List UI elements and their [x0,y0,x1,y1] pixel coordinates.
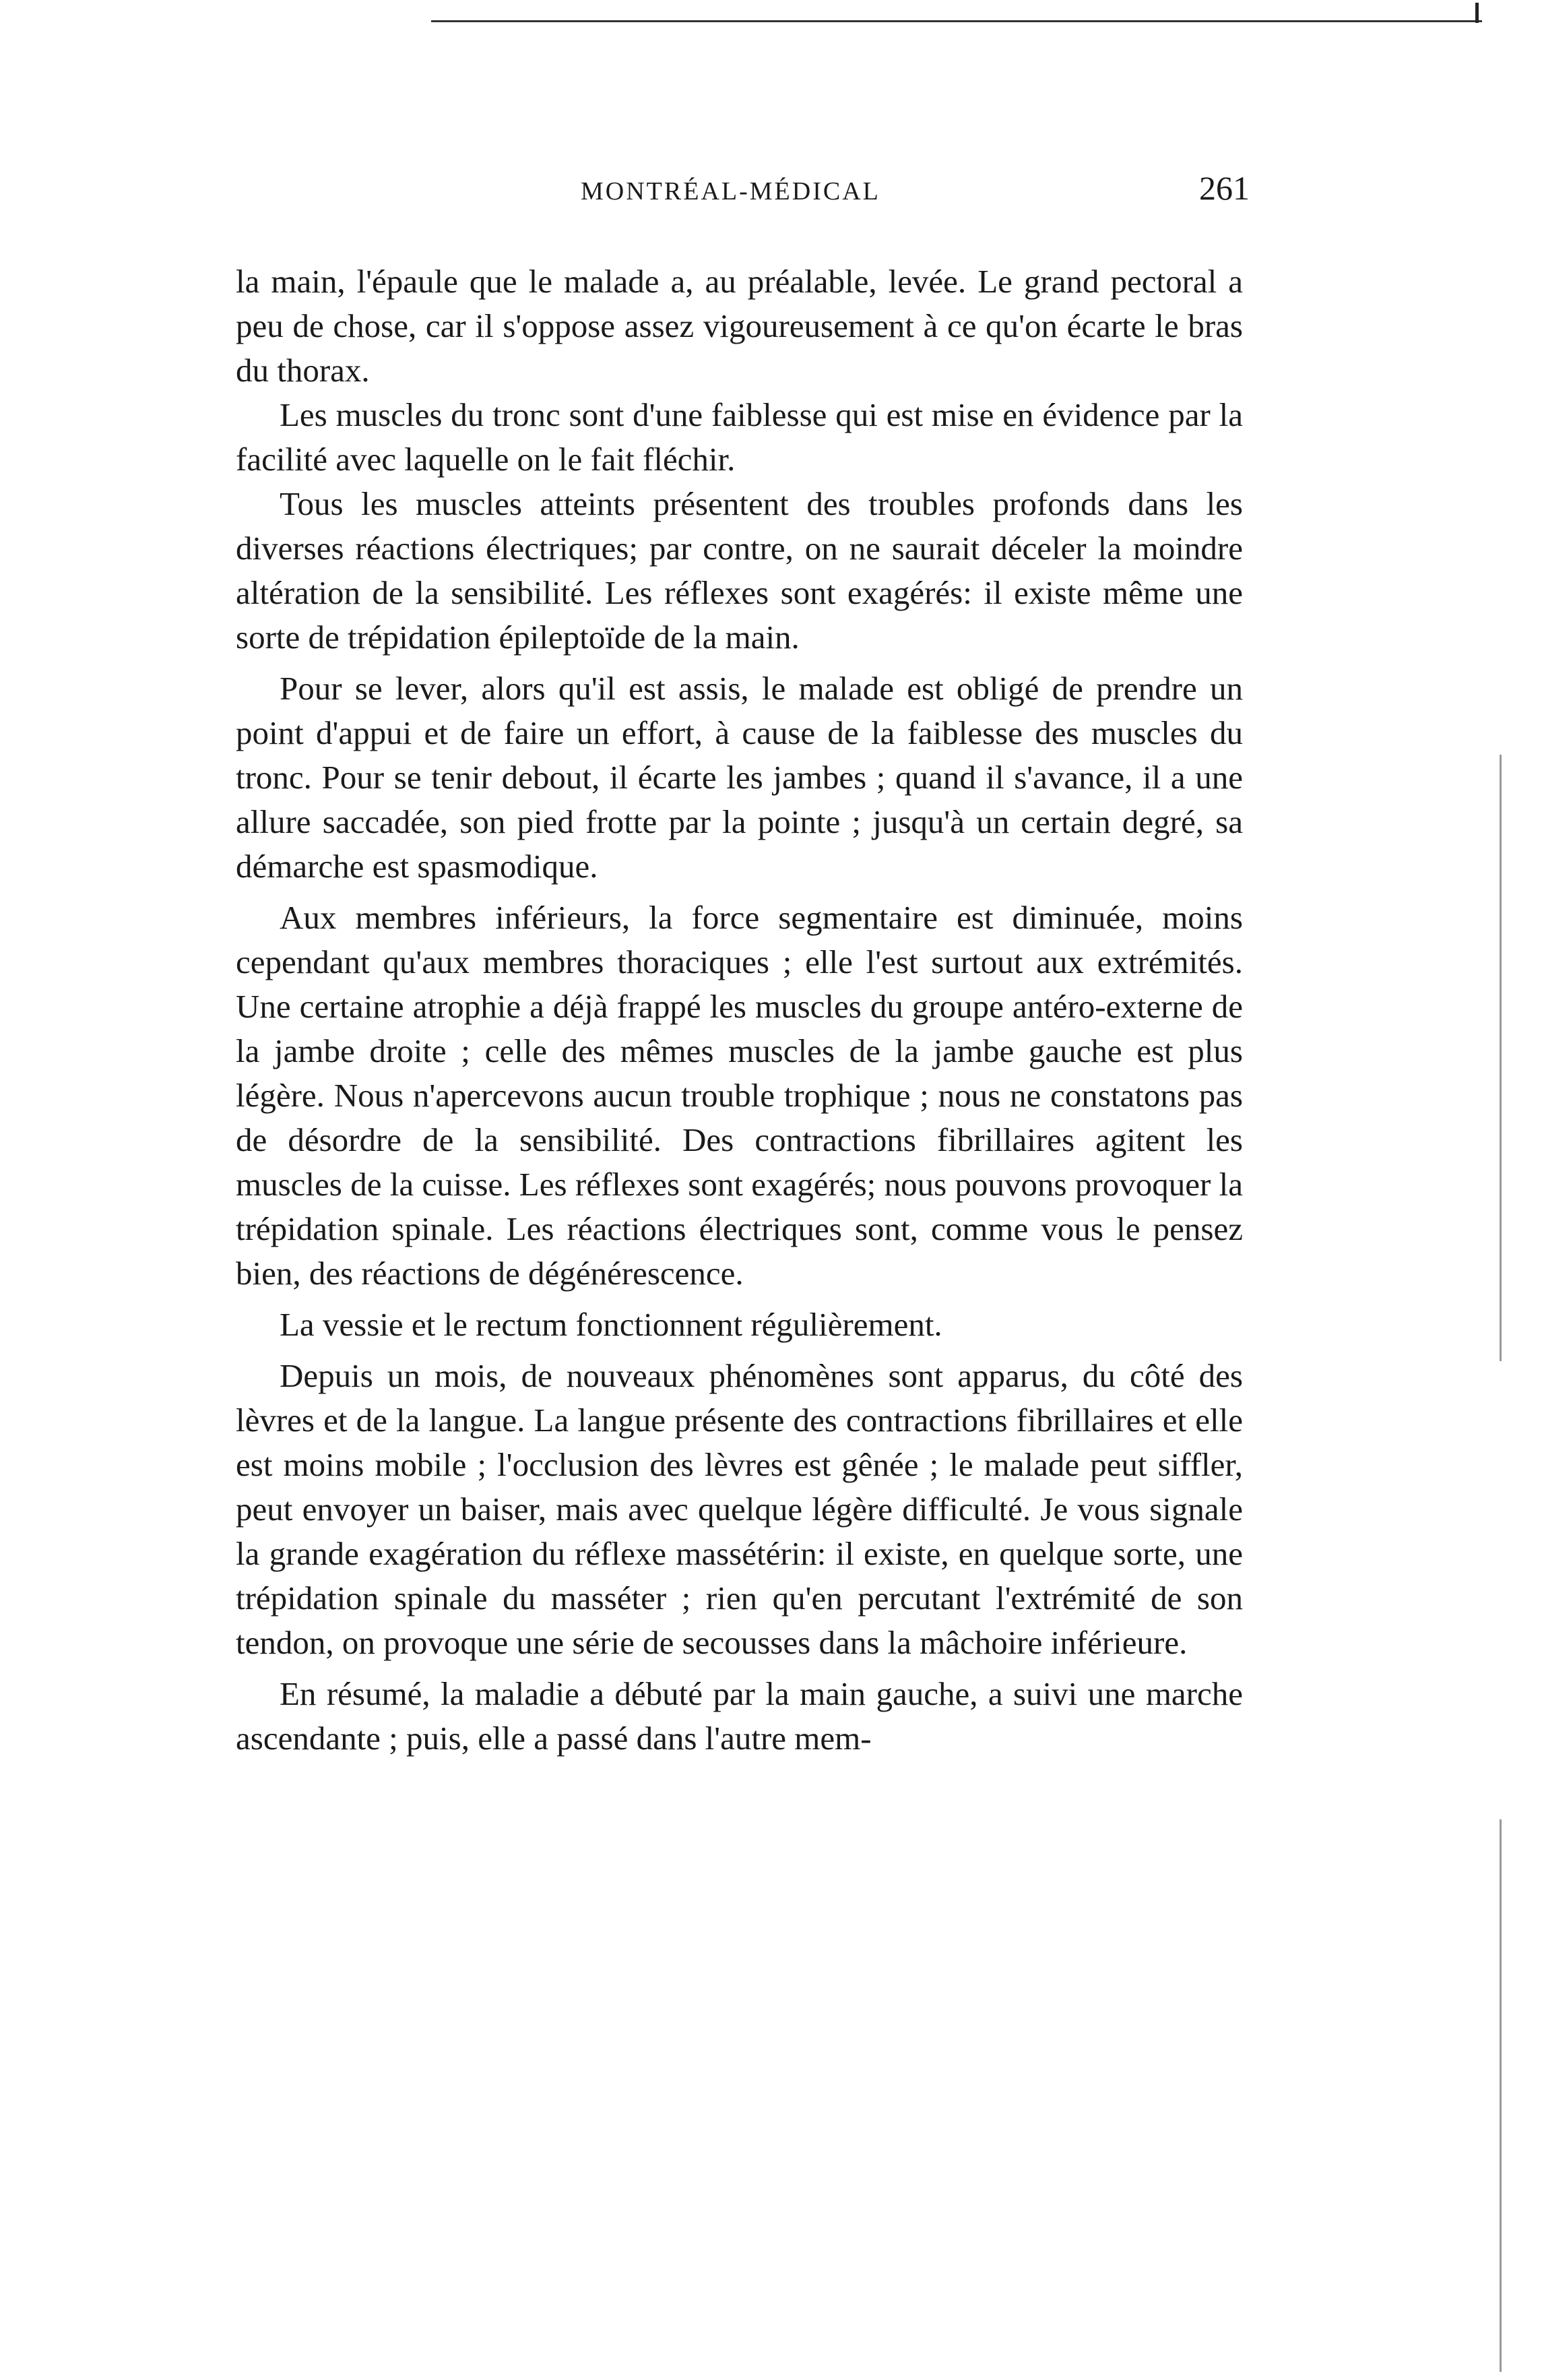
paragraph: Depuis un mois, de nouveaux phénomènes sont apparus, du côté des lèvres et de la langue. La langue présente des contractions fibrillaires et elle est moins mobile ; l'occlusion des lèvres est gênée ; le malade peut siffler, peut envoyer un baiser, mais avec quelque légère difficulté. Je vous signale la grande exagération du réflexe massétérin: il existe, en quelque sorte, une trépidation spinale du masséter ; rien qu'en percutant l'extrémité de son tendon, on provoque une série de secousses dans la mâchoire inférieure. [236,1357,1243,1661]
scan-margin-mark [1500,755,1502,1361]
paragraph: La vessie et le rectum fonctionnent régulièrement. [280,1306,942,1343]
running-title: MONTRÉAL-MÉDICAL [581,177,880,206]
paragraph: En résumé, la maladie a débuté par la main gauche, a suivi une marche ascendante ; puis, elle a passé dans l'autre mem- [236,1675,1243,1757]
scan-margin-mark [1500,1819,1502,2372]
paragraph: la main, l'épaule que le malade a, au préalable, levée. Le grand pectoral a peu de chose, car il s'oppose assez vigoureusement à ce qu'on écarte le bras du thorax. [236,263,1243,389]
paragraph: Pour se lever, alors qu'il est assis, le malade est obligé de prendre un point d'appui et de faire un effort, à cause de la faiblesse des muscles du tronc. Pour se tenir debout, il écarte les jambes ; quand il s'avance, il a une allure saccadée, son pied frotte par la pointe ; jusqu'à un certain degré, sa démarche est spasmodique. [236,670,1243,885]
body-text [236,259,1243,1761]
paragraph: Aux membres inférieurs, la force segmentaire est diminuée, moins cependant qu'aux membres thoraciques ; elle l'est surtout aux extrémités. Une certaine atrophie a déjà frappé les muscles du groupe antéro-externe de la jambe droite ; celle des mêmes muscles de la jambe gauche est plus légère. Nous n'apercevons aucun trouble trophique ; nous ne constatons pas de désordre de la sensibilité. Des contractions fibrillaires agitent les muscles de la cuisse. Les réflexes sont exagérés; nous pouvons provoquer la trépidation spinale. Les réactions électriques sont, comme vous le pensez bien, des réactions de dégénérescence. [236,899,1243,1292]
paragraph: Tous les muscles atteints présentent des troubles profonds dans les diverses réactions électriques; par contre, on ne saurait déceler la moindre altération de la sensibilité. Les réflexes sont exagérés: il existe même une sorte de trépidation épileptoïde de la main. [236,485,1243,656]
running-head [236,169,1250,230]
page-number: 261 [1199,169,1250,207]
paragraph: Les muscles du tronc sont d'une faiblesse qui est mise en évidence par la facilité avec laquelle on le fait fléchir. [236,396,1243,478]
top-rule [431,20,1482,22]
top-rule-end [1475,3,1479,23]
